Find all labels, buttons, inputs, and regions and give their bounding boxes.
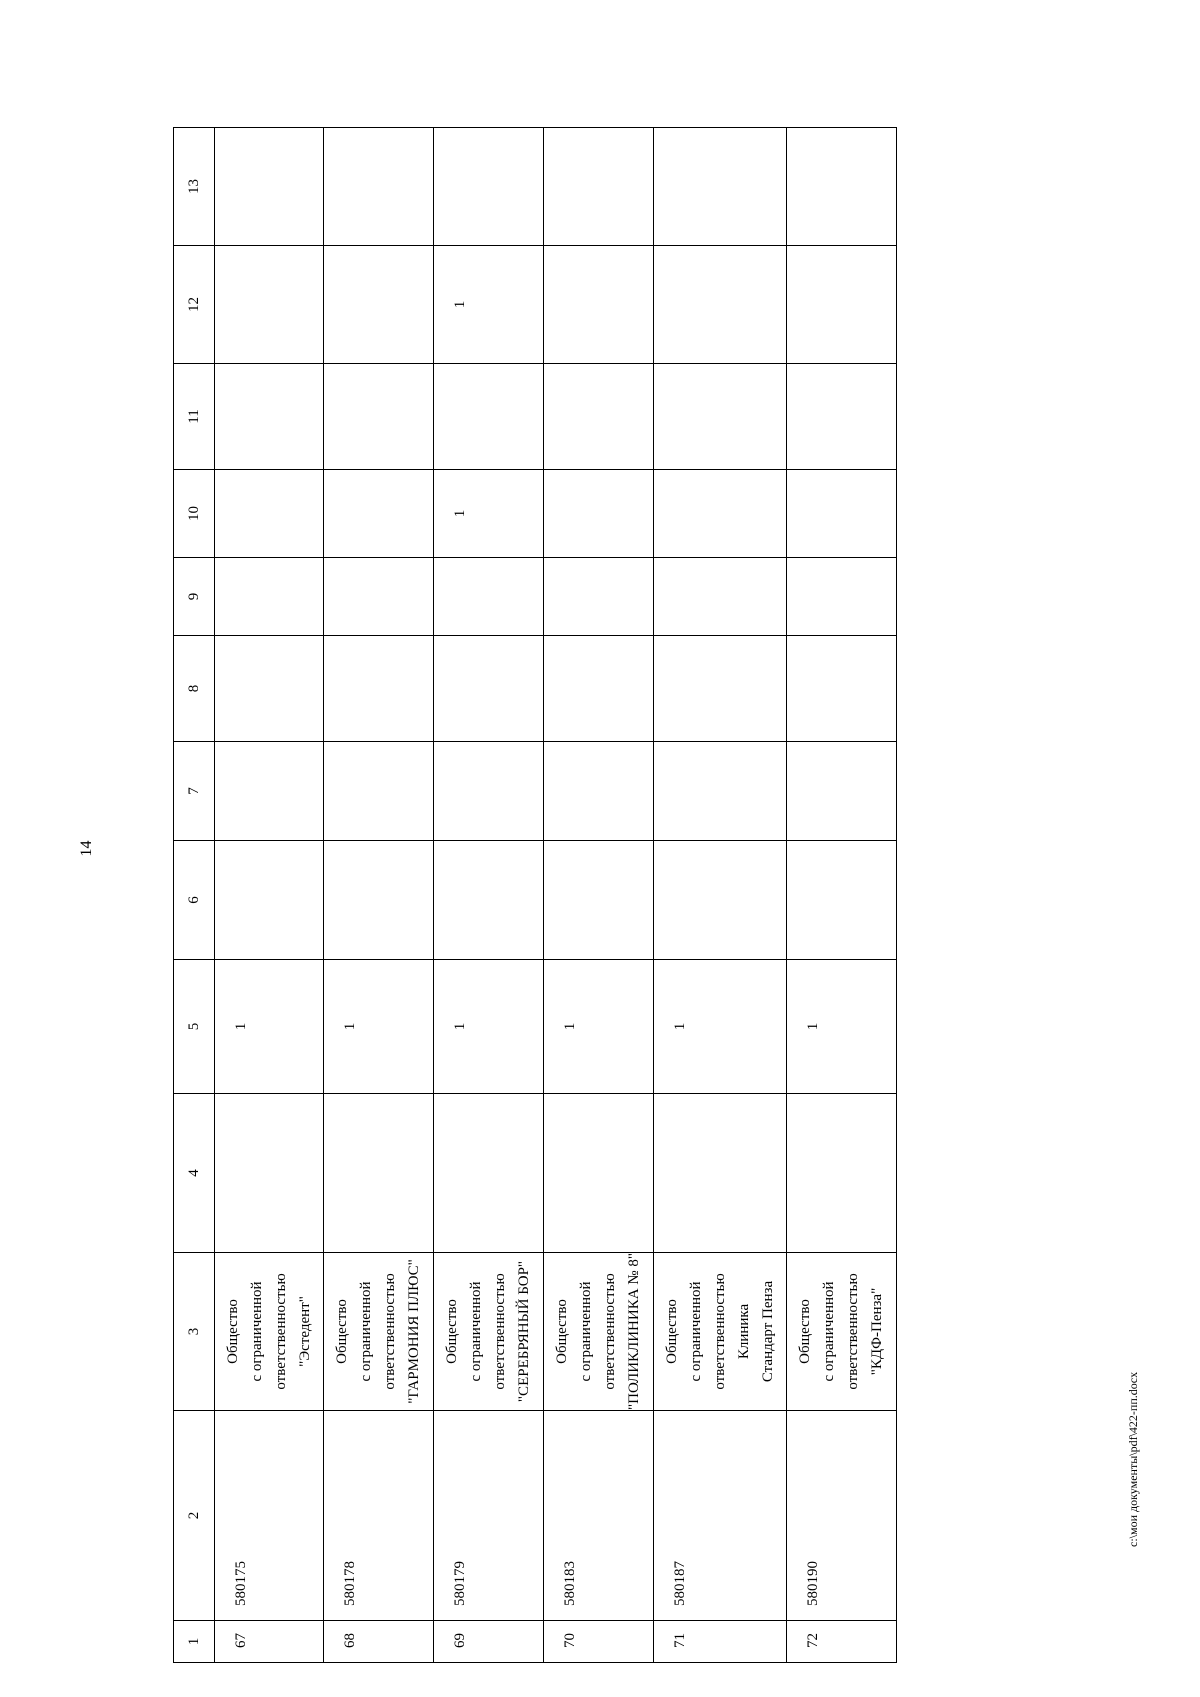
org-code: 580175 <box>215 1411 324 1621</box>
org-name <box>654 1253 787 1411</box>
data-table <box>173 127 897 1663</box>
org-name-line: с ограниченной <box>578 1281 594 1382</box>
cell-col-11 <box>544 364 654 470</box>
column-header: 13 <box>174 128 215 246</box>
cell-col-12 <box>544 246 654 364</box>
column-header: 3 <box>174 1253 215 1411</box>
cell-col-13 <box>324 128 434 246</box>
row-number: 71 <box>654 1621 787 1663</box>
column-header: 1 <box>174 1621 215 1663</box>
cell-col-7 <box>434 742 544 841</box>
org-name-line: Общество <box>554 1299 570 1364</box>
cell-col-12 <box>215 246 324 364</box>
cell-col-7 <box>324 742 434 841</box>
cell-col-12: 1 <box>434 246 544 364</box>
table-row <box>654 128 787 1663</box>
cell-col-4 <box>544 1094 654 1253</box>
cell-col-8 <box>654 636 787 742</box>
org-name <box>324 1253 434 1411</box>
org-name <box>434 1253 544 1411</box>
org-name-line: ответственностью <box>382 1273 398 1390</box>
org-name-line: ответственностью <box>273 1273 289 1390</box>
org-name-line: Общество <box>334 1299 350 1364</box>
cell-col-8 <box>544 636 654 742</box>
org-name <box>544 1253 654 1411</box>
table-row <box>215 128 324 1663</box>
org-name-line: Общество <box>444 1299 460 1364</box>
row-number: 67 <box>215 1621 324 1663</box>
cell-col-10 <box>324 470 434 558</box>
row-number: 72 <box>787 1621 897 1663</box>
cell-col-10 <box>544 470 654 558</box>
column-header: 5 <box>174 960 215 1094</box>
cell-col-11 <box>787 364 897 470</box>
cell-col-12 <box>324 246 434 364</box>
org-name-line: "КДФ-Пенза" <box>869 1287 885 1376</box>
column-header: 6 <box>174 841 215 960</box>
cell-col-9 <box>654 558 787 636</box>
org-name-line: Общество <box>664 1299 680 1364</box>
cell-col-4 <box>215 1094 324 1253</box>
org-code: 580190 <box>787 1411 897 1621</box>
org-name <box>215 1253 324 1411</box>
file-path-footer: c:\мои документы\pdf\422-пп.docx <box>1126 1371 1140 1547</box>
row-number: 69 <box>434 1621 544 1663</box>
column-header: 2 <box>174 1411 215 1621</box>
org-code: 580179 <box>434 1411 544 1621</box>
org-name-line: Клиника <box>736 1303 752 1360</box>
cell-col-6 <box>787 841 897 960</box>
cell-col-9 <box>324 558 434 636</box>
cell-col-11 <box>434 364 544 470</box>
org-name-line: ответственностью <box>845 1273 861 1390</box>
table-row <box>324 128 434 1663</box>
cell-col-5: 1 <box>434 960 544 1094</box>
cell-col-8 <box>215 636 324 742</box>
org-code: 580183 <box>544 1411 654 1621</box>
cell-col-13 <box>654 128 787 246</box>
column-header: 10 <box>174 470 215 558</box>
cell-col-11 <box>654 364 787 470</box>
cell-col-6 <box>544 841 654 960</box>
cell-col-13 <box>215 128 324 246</box>
row-number: 68 <box>324 1621 434 1663</box>
cell-col-10 <box>654 470 787 558</box>
cell-col-9 <box>434 558 544 636</box>
org-name <box>787 1253 897 1411</box>
org-name-line: с ограниченной <box>358 1281 374 1382</box>
org-name-line: "ПОЛИКЛИНИКА № 8" <box>626 1253 642 1410</box>
org-name-line: Общество <box>797 1299 813 1364</box>
page-number: 14 <box>78 840 95 857</box>
org-name-line: Стандарт Пенза <box>760 1280 776 1383</box>
cell-col-4 <box>434 1094 544 1253</box>
org-name-line: "СЕРЕБРЯНЫЙ БОР" <box>516 1260 532 1403</box>
org-code: 580178 <box>324 1411 434 1621</box>
cell-col-9 <box>544 558 654 636</box>
column-header: 9 <box>174 558 215 636</box>
cell-col-7 <box>787 742 897 841</box>
org-name-line: с ограниченной <box>468 1281 484 1382</box>
cell-col-8 <box>434 636 544 742</box>
org-name-line: с ограниченной <box>688 1281 704 1382</box>
header-row <box>174 128 215 1663</box>
column-header: 7 <box>174 742 215 841</box>
cell-col-11 <box>324 364 434 470</box>
cell-col-13 <box>434 128 544 246</box>
cell-col-5: 1 <box>324 960 434 1094</box>
org-name-line: "Эстедент" <box>297 1296 313 1367</box>
cell-col-5: 1 <box>215 960 324 1094</box>
cell-col-6 <box>434 841 544 960</box>
cell-col-10 <box>787 470 897 558</box>
cell-col-4 <box>654 1094 787 1253</box>
cell-col-6 <box>215 841 324 960</box>
org-name-line: с ограниченной <box>249 1281 265 1382</box>
cell-col-7 <box>654 742 787 841</box>
row-number: 70 <box>544 1621 654 1663</box>
table-row <box>787 128 897 1663</box>
org-name-line: Общество <box>225 1299 241 1364</box>
cell-col-9 <box>787 558 897 636</box>
org-code: 580187 <box>654 1411 787 1621</box>
cell-col-6 <box>654 841 787 960</box>
org-name-line: ответственностью <box>602 1273 618 1390</box>
org-name-line: ответственностью <box>712 1273 728 1390</box>
cell-col-4 <box>787 1094 897 1253</box>
column-header: 8 <box>174 636 215 742</box>
cell-col-13 <box>544 128 654 246</box>
cell-col-11 <box>215 364 324 470</box>
cell-col-8 <box>787 636 897 742</box>
column-header: 12 <box>174 246 215 364</box>
org-name-line: с ограниченной <box>821 1281 837 1382</box>
cell-col-10 <box>215 470 324 558</box>
cell-col-7 <box>544 742 654 841</box>
org-name-line: ответственностью <box>492 1273 508 1390</box>
cell-col-4 <box>324 1094 434 1253</box>
cell-col-5: 1 <box>787 960 897 1094</box>
column-header: 11 <box>174 364 215 470</box>
cell-col-5: 1 <box>544 960 654 1094</box>
cell-col-12 <box>654 246 787 364</box>
org-name-line: "ГАРМОНИЯ ПЛЮС" <box>406 1259 422 1404</box>
cell-col-7 <box>215 742 324 841</box>
table-row <box>544 128 654 1663</box>
cell-col-9 <box>215 558 324 636</box>
cell-col-8 <box>324 636 434 742</box>
cell-col-5: 1 <box>654 960 787 1094</box>
table-row <box>434 128 544 1663</box>
cell-col-13 <box>787 128 897 246</box>
column-header: 4 <box>174 1094 215 1253</box>
cell-col-10: 1 <box>434 470 544 558</box>
cell-col-12 <box>787 246 897 364</box>
cell-col-6 <box>324 841 434 960</box>
